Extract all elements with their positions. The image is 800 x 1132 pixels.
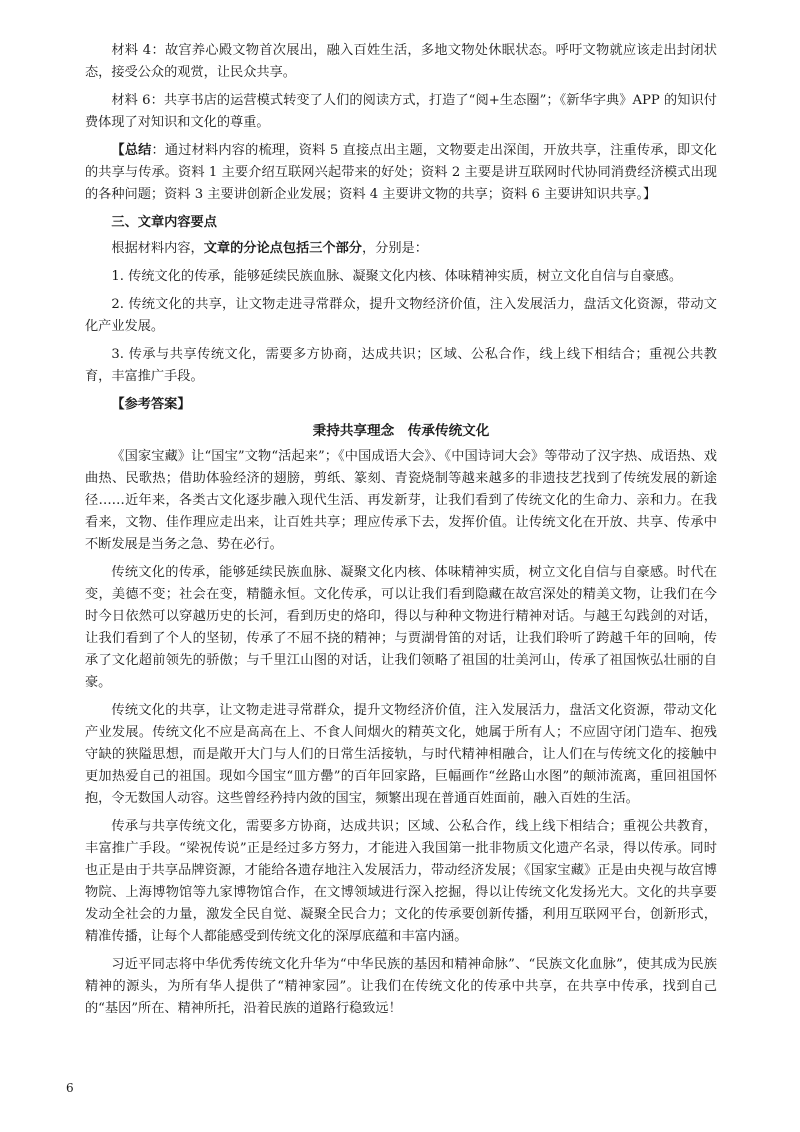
- material-4-paragraph: 材料 4：故宫养心殿文物首次展出，融入百姓生活，多地文物处休眠状态。呼吁文物就应该走出封闭状态，接受公众的观赏，让民众共享。: [85, 43, 717, 80]
- answer-label: 【参考答案】: [111, 397, 191, 412]
- intro-post: ，分别是：: [361, 241, 428, 256]
- essay-paragraph-3: 传统文化的共享，让文物走进寻常群众，提升文物经济价值，注入发展活力，盘活文化资源，带动文化产业发展。传统文化不应是高高在上、不食人间烟火的精英文化，她属于所有人；不应固守闭门造车、抱残守缺的狭隘思想，而是敞开大门与人们的日常生活接轨，与时代精神相融合，让人们在与传统文化的接触中更加热爱自己的祖国。现如今国宝“皿方罍”的百年回家路，巨幅画作“丝路山水图”的颠沛流离，重回祖国怀抱，令无数国人动容。这些曾经矜持内敛的国宝，频繁出现在普通百姓面前，融入百姓的生活。: [85, 703, 717, 806]
- point-2: 2. 传统文化的共享，让文物走进寻常群众，提升文物经济价值，注入发展活力，盘活文化资源，带动文化产业发展。: [85, 297, 717, 334]
- essay-paragraph-2: 传统文化的传承，能够延续民族血脉、凝聚文化内核、体味精神实质，树立文化自信与自豪感。时代在变，美德不变；社会在变，精髓永恒。文化传承，可以让我们看到隐藏在故宫深处的精美文物，让我们在今时今日依然可以穿越历史的长河，看到历史的烙印，得以与种种文物进行精神对话。与越王勾践剑的对话，让我们看到了个人的坚韧，传承了不屈不挠的精神；与贾湖骨笛的对话，让我们聆听了跨越千年的回响，传承了文化超前领先的骄傲；与千里江山图的对话，让我们领略了祖国的壮美河山，传承了祖国恢弘壮丽的自豪。: [85, 565, 717, 690]
- essay-paragraph-4: 传承与共享传统文化，需要多方协商，达成共识；区域、公私合作，线上线下相结合；重视公共教育，丰富推广手段。“梁祝传说”正是经过多方努力，才能进入我国第一批非物质文化遗产名录，得以传承。同时也正是由于共享品牌资源，才能给各遗存地注入发展活力，带动经济发展；《国家宝藏》正是由央视与故宫博物院、上海博物馆等九家博物馆合作，在文博领域进行深入挖掘，得以让传统文化发扬光大。文化的共享要发动全社会的力量，激发全民自觉、凝聚全民合力；文化的传承要创新传播，利用互联网平台，创新形式，精准传播，让每个人都能感受到传统文化的深厚底蕴和丰富内涵。: [85, 819, 717, 944]
- section-heading: 三、文章内容要点: [111, 215, 217, 230]
- material-6-paragraph: 材料 6：共享书店的运营模式转变了人们的阅读方式，打造了“阅+生态圈”；《新华字典》APP 的知识付费体现了对知识和文化的尊重。: [85, 93, 717, 130]
- summary-label: 【总结: [111, 143, 152, 158]
- essay-paragraph-1: 《国家宝藏》让“国宝”文物“活起来”；《中国成语大会》、《中国诗词大会》等带动了汉字热、成语热、戏曲热、民歌热；借助体验经济的翅膀，剪纸、篆刻、青瓷烧制等越来越多的非遗技艺找到了传统发展的新途径……近年来，各类古文化逐步融入现代生活、再发新芽，让我们看到了传统文化的生命力、亲和力。在我看来，文物、佳作理应走出来，让百姓共享；理应传承下去，发挥价值。让传统文化在开放、共享、传承中不断发展是当务之急、势在必行。: [85, 449, 717, 552]
- page-number: 6: [66, 1081, 74, 1095]
- point-3: 3. 传承与共享传统文化，需要多方协商，达成共识；区域、公私合作，线上线下相结合；重视公共教育，丰富推广手段。: [85, 347, 717, 384]
- document-page: [85, 40, 717, 1026]
- intro-pre: 根据材料内容，: [111, 241, 204, 256]
- section-intro: [85, 238, 717, 260]
- point-1: 1. 传统文化的传承，能够延续民族血脉、凝聚文化内核、体味精神实质，树立文化自信与自豪感。: [111, 269, 683, 284]
- summary-paragraph: [85, 140, 717, 206]
- essay-title: 秉持共享理念 传承传统文化: [312, 423, 490, 439]
- summary-text: ：通过材料内容的梳理，资料 5 直接点出主题，文物要走出深闺，开放共享，注重传承，即文化的共享与传承。资料 1 主要介绍互联网兴起带来的好处；资料 2 主要是讲互联网时代协同消费经济模式出现的各种问题；资料 3 主要讲创新企业发展；资料 4 主要讲文物的共享；资料 6 主要讲知识共享。】: [85, 143, 717, 202]
- intro-bold: 文章的分论点包括三个部分: [203, 241, 362, 256]
- essay-paragraph-5: 习近平同志将中华优秀传统文化升华为“中华民族的基因和精神命脉”、“民族文化血脉”，使其成为民族精神的源头，为所有华人提供了“精神家园”。让我们在传统文化的传承中共享，在共享中传承，找到自己的“基因”所在、精神所托，沿着民族的道路行稳致远！: [85, 957, 717, 1016]
